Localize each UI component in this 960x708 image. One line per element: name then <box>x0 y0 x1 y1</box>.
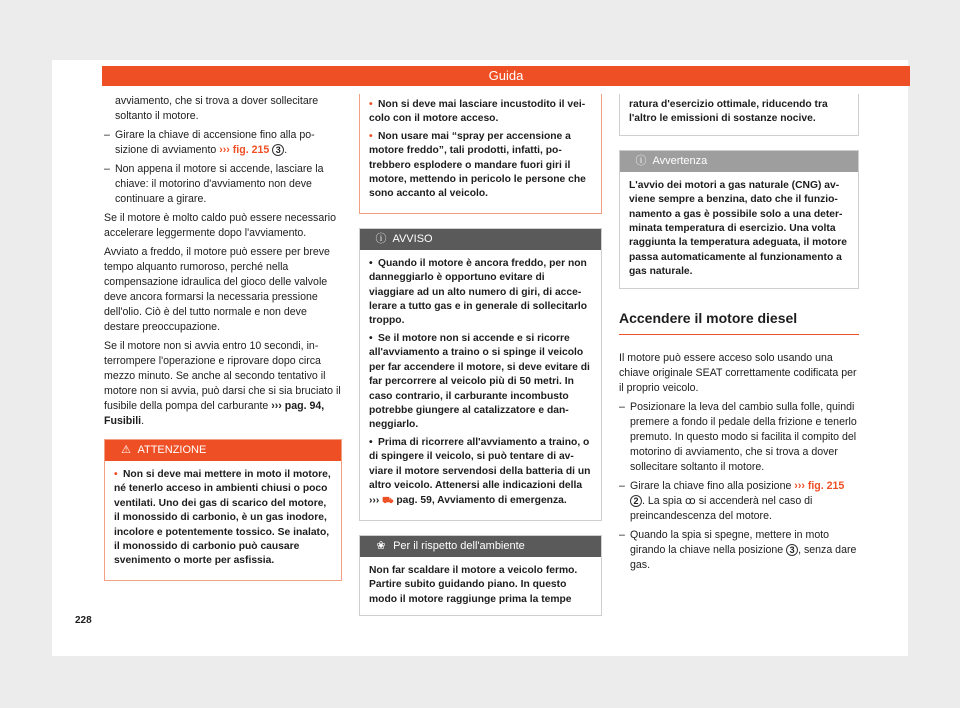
warning-box <box>104 439 342 581</box>
figure-link[interactable]: ››› fig. 215 <box>219 144 270 156</box>
page-link[interactable]: ››› <box>369 495 380 507</box>
note-box <box>619 150 859 289</box>
figure-link[interactable]: ››› fig. 215 <box>794 479 845 492</box>
notice-box <box>359 228 602 521</box>
bullet-icon: • <box>369 99 373 110</box>
warning-box-continued <box>359 94 602 214</box>
environment-box-continued: ratura d'esercizio ottimale, riducendo tra l'altro le emissioni di sostanze nocive. <box>619 94 859 136</box>
list-item: – Posizionare la leva del cambio sulla folle, quindi premere a fondo il pedale della frizione e tenerlo premuto. In questo modo si facilita il compito del motorino di avviamento, che si trova a dover sollecitare soltanto il motore. <box>619 400 857 473</box>
note-header <box>620 151 858 172</box>
car-jump-start-icon: ⛟ <box>382 495 394 506</box>
note-title: Avvertenza <box>652 154 708 167</box>
bullet-icon: • <box>369 257 373 269</box>
warning-header <box>105 440 341 461</box>
position-number: 2 <box>630 495 642 507</box>
paragraph: Se il motore non si avvia entro 10 secondi, interrompere l'operazione e riprovare dopo circa mezzo minuto. Se anche al secondo tentativo il motore non si avvia, può darsi che si sia bruciato il fusibile della pompa del carburante ››› pag. 94, Fusibili. <box>104 340 341 427</box>
info-icon: ⓘ <box>635 154 647 167</box>
note-body: L'avvio dei motori a gas naturale (CNG) avviene sempre a benzina, dato che il funzionamento a gas è possibile solo a una determinata temperatura di esercizio. Una volta raggiunta la temperatura adeguata, il motore passa automaticamente al funzionamento a gas naturale. <box>629 179 847 278</box>
page-number: 228 <box>75 615 92 626</box>
paragraph: Avviato a freddo, il motore può essere per breve tempo alquanto rumoroso, perché nella compensazione idraulica del gioco delle valvole deve ancora formarsi la necessaria pressione dell'olio. Ciò è del tutto normale e non deve destare preoccupazione. <box>104 246 330 333</box>
list-item: – Quando la spia si spegne, mettere in moto girando la chiave nella posizione 3 , senza dare gas. <box>619 528 857 571</box>
notice-body <box>360 250 601 520</box>
bullet-icon: • <box>369 436 373 448</box>
header-title: Guida <box>488 68 524 83</box>
column-right <box>619 94 859 573</box>
environment-title: Per il rispetto dell'ambiente <box>393 539 525 552</box>
list-item: – Girare la chiave fino alla posizione ››› fig. 215 2 . La spia ꝏ si accenderà nel caso di preincandescenza del motore. <box>619 479 845 522</box>
list-item: • Prima di ricorrere all'avviamento a traino, o di spingere il veicolo, si può tentare di avviare il motore servendosi della batteria di un altro veicolo. Attenersi alle indicazioni della ››› ⛟ pag. 59, Avviamento di emergenza. <box>369 436 591 507</box>
notice-header <box>360 229 601 250</box>
info-circle-icon: ⓘ <box>375 232 387 245</box>
page-link[interactable]: ››› pag. 94, Fusibili <box>104 400 325 427</box>
paragraph: Se il motore è molto caldo può essere necessario accelerare leggermente dopo l'avviamento. <box>104 212 337 239</box>
position-number: 3 <box>272 144 284 156</box>
manual-page <box>52 60 908 656</box>
bullet-icon: • <box>369 332 373 344</box>
bullet-icon: • <box>369 130 373 142</box>
list-item: – Girare la chiave di accensione fino alla posizione di avviamento ››› fig. 215 3 . <box>104 129 315 156</box>
leaf-icon: ❀ <box>376 539 386 552</box>
glow-plug-icon: ꝏ <box>685 494 696 507</box>
position-number: 3 <box>786 544 798 556</box>
environment-body: Non far scaldare il motore a veicolo fermo. Partire subito guidando piano. In questo modo il motore raggiunge prima la tempe <box>369 564 578 605</box>
bullet-icon: • <box>114 469 118 480</box>
environment-box <box>359 535 602 616</box>
paragraph: Il motore può essere acceso solo usando una chiave originale SEAT correttamente codificata per il proprio veicolo. <box>619 351 857 394</box>
list-item: – Non appena il motore si accende, lasciare la chiave: il motorino d'avviamento non deve continuare a girare. <box>104 163 324 205</box>
warning-title: ATTENZIONE <box>137 444 207 456</box>
column-left <box>104 94 342 581</box>
section-header <box>102 66 910 86</box>
column-middle <box>359 94 602 616</box>
list-item: • Non si deve mai lasciare incustodito il veicolo con il motore acceso. <box>369 99 586 125</box>
list-item: • Non usare mai “spray per accensione a motore freddo”, tali prodotti, infatti, potrebbero esplodere o mandare fuori giri il motore, mettendo in pericolo le persone che sono accanto al veicolo. <box>369 130 586 200</box>
list-item: • Quando il motore è ancora freddo, per non danneggiarlo è opportuno evitare di viaggiare ad un alto numero di giri, di accelerare a tutto gas e in generale di sollecitarlo troppo. <box>369 257 588 327</box>
warning-triangle-icon: ⚠ <box>121 444 131 456</box>
continued-text: avviamento, che si trova a dover sollecitare soltanto il motore. <box>115 95 319 122</box>
section-title: Accendere il motore diesel <box>619 311 859 335</box>
warning-body: • Non si deve mai mettere in moto il motore, né tenerlo acceso in ambienti chiusi o poco ventilati. Uno dei gas di scarico del motore, il monossido di carbonio, è un gas inodore, incolore e potentemente tossico. Se inalato, il monossido di carbonio può causare svenimento o morte per asfissia. <box>114 469 331 567</box>
list-item: • Se il motore non si accende e si ricorre all'avviamento a traino o si spinge il veicolo per far accendere il motore, si deve evitare di far percorrere al veicolo più di 50 metri. In caso contrario, il carburante incombusto potrebbe giungere al catalizzatore e danneggiarlo. <box>369 332 590 431</box>
environment-header <box>360 536 601 557</box>
notice-title: AVVISO <box>392 232 433 245</box>
